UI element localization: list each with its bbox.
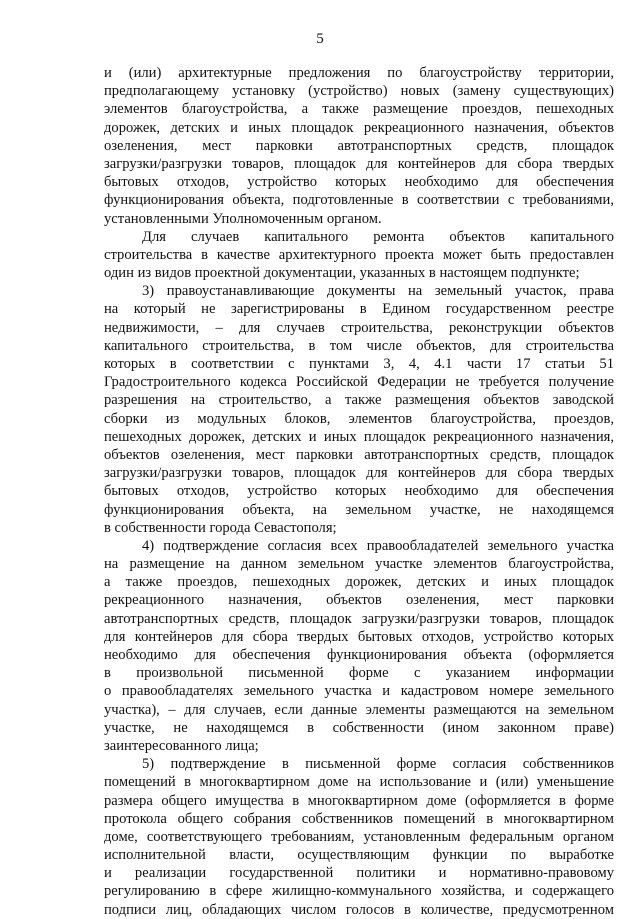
text-line: протокола общего собрания собственников помещений в многоквартирном [104, 810, 614, 827]
text-line: в собственности города Севастополя; [104, 519, 337, 536]
text-line: Градостроительного кодекса Российской Федерации не требуется получение [104, 374, 614, 391]
text-line: функционирования объекта, подготовленные в соответствии с требованиями, [104, 192, 614, 209]
text-line: пешеходных дорожек, детских и иных площадок рекреационного назначения, [104, 428, 614, 445]
text-line: один из видов проектной документации, указанных в настоящем подпункте; [104, 265, 580, 282]
text-line: озеленения, мест парковки автотранспортных средств, площадок [104, 137, 614, 154]
text-line: строительства в качестве архитектурного проекта может быть предоставлен [104, 246, 614, 263]
text-line: 4) подтверждение согласия всех правообладателей земельного участка [142, 537, 614, 554]
text-line: и реализации государственной политики и нормативно-правовому [104, 865, 614, 882]
text-line: необходимо для обеспечения функционирования объекта (оформляется [104, 647, 614, 663]
text-line: исполнительной власти, осуществляющим функции по выработке [104, 847, 614, 864]
text-line: 5) подтверждение в письменной форме согласия собственников [142, 756, 614, 773]
text-line: в произвольной письменной форме с указанием информации [104, 665, 614, 682]
text-line: и (или) архитектурные предложения по благоустройству территории, [104, 65, 614, 81]
text-line: загрузки/разгрузки товаров, площадок для контейнеров для сбора твердых [104, 465, 614, 482]
text-line: подписи лиц, обладающих числом голосов в количестве, предусмотренном [104, 901, 614, 918]
text-line: дорожек, детских и иных площадок рекреационного назначения, объектов [104, 119, 614, 136]
text-line: рекреационного назначения, объектов озеленения, мест парковки [104, 592, 614, 609]
text-line: установленными Уполномоченным органом. [104, 210, 382, 227]
text-line: помещений в многоквартирном доме на использование и (или) уменьшение [104, 774, 614, 791]
text-line: размера общего имущества в многоквартирном доме (оформляется в форме [104, 792, 614, 809]
text-line: для контейнеров для сбора твердых бытовых отходов, устройство которых [104, 628, 614, 645]
text-line: на который не зарегистрированы в Едином государственном реестре [104, 301, 614, 318]
text-line: регулированию в сфере жилищно-коммунального хозяйства, и содержащего [104, 883, 614, 900]
text-line: участка), – для случаев, если данные элементы размещаются на земельном [104, 701, 614, 718]
text-line: функционирования объекта, на земельном участке, не находящемся [104, 501, 614, 518]
text-line: бытовых отходов, устройство которых необходимо для обеспечения [104, 174, 614, 191]
text-line: участке, не находящемся в собственности (ином законном праве) [104, 719, 614, 736]
text-line: недвижимости, – для случаев строительства, реконструкции объектов [104, 319, 614, 336]
text-line: элементов благоустройства, а также размещение проездов, пешеходных [104, 101, 614, 118]
text-line: разрешения на строительство, а также размещения объектов заводской [104, 392, 614, 409]
text-line: Для случаев капитального ремонта объектов капитального [142, 228, 614, 245]
text-line: автотранспортных средств, площадок загрузки/разгрузки товаров, площадок [104, 610, 614, 627]
text-line: 3) правоустанавливающие документы на земельный участок, права [142, 283, 614, 300]
text-line: которых в соответствии с пунктами 3, 4, 4.1 части 17 статьи 51 [104, 356, 614, 372]
document-body [104, 64, 614, 919]
text-line: бытовых отходов, устройство которых необходимо для обеспечения [104, 483, 614, 500]
text-line: объектов озеленения, мест парковки автотранспортных средств, площадок [104, 446, 614, 463]
text-line: загрузки/разгрузки товаров, площадок для контейнеров для сбора твердых [104, 155, 614, 172]
text-line: на размещение на данном земельном участке элементов благоустройства, [104, 556, 614, 573]
text-line: заинтересованного лица; [104, 737, 259, 754]
text-line: о правообладателях земельного участка и кадастровом номере земельного [104, 683, 614, 700]
page-number: 5 [316, 31, 324, 47]
text-line: капитального строительства, в том числе объектов, для строительства [104, 337, 614, 354]
text-line: сборки из модульных блоков, элементов благоустройства, проездов, [104, 410, 614, 427]
text-line: а также проездов, пешеходных дорожек, детских и иных площадок [104, 574, 614, 591]
text-line: доме, соответствующего требованиям, установленным федеральным органом [104, 828, 614, 845]
text-line: предполагающему установку (устройство) новых (замену существующих) [104, 83, 614, 100]
